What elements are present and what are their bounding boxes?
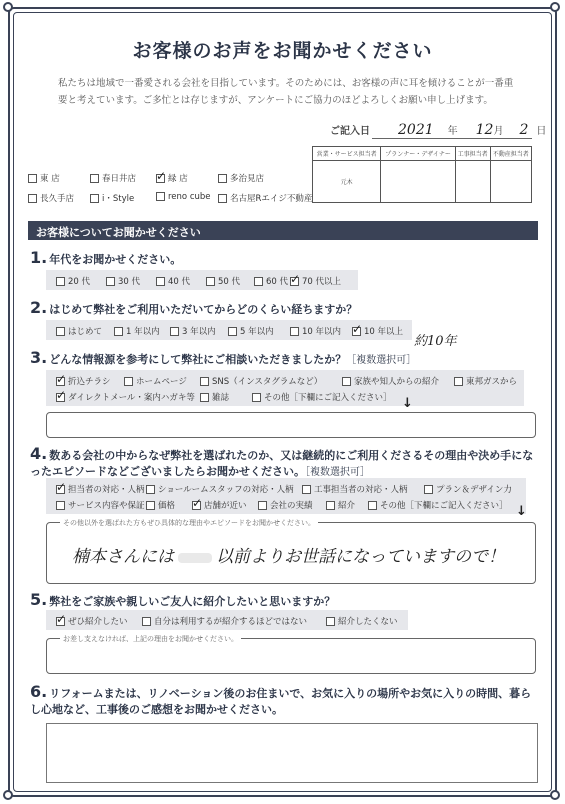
section-header: お客様についてお聞かせください — [28, 221, 538, 240]
q5-option[interactable]: 紹介したくない — [326, 615, 398, 627]
q2-options — [46, 320, 412, 340]
q1-option[interactable]: 60 代 — [254, 275, 288, 287]
q5-option[interactable]: 自分は利用するが紹介するほどではない — [142, 615, 307, 627]
q1-options — [46, 270, 358, 290]
staff-header: プランナー・デザイナー — [381, 147, 456, 161]
question-2: 2. はじめて弊社をご利用いただいてからどのくらい経ちますか？ — [30, 298, 358, 317]
q2-option[interactable]: 3 年以内 — [170, 325, 216, 337]
q4-comment-prompt: その他以外を選ばれた方もぜひ具体的な理由やエピソードをお聞かせください。 — [60, 518, 318, 528]
checkbox[interactable] — [28, 174, 37, 183]
q4-option[interactable]: その他［下欄にご記入ください］ — [368, 499, 508, 511]
date-year[interactable]: 2021 — [398, 122, 434, 138]
store-option[interactable]: 東 店 — [28, 172, 60, 184]
q5-option[interactable]: ✓ぜひ紹介したい — [56, 615, 128, 627]
q3-option[interactable]: 家族や知人からの紹介 — [342, 375, 439, 387]
staff-sales-name[interactable]: 元木 — [313, 161, 381, 203]
q3-options — [46, 370, 524, 406]
survey-title: お客様のお声をお聞かせください — [132, 40, 433, 62]
q6-comment-field[interactable] — [46, 723, 538, 783]
question-1: 1. 年代をお聞かせください。 — [30, 248, 182, 267]
q4-option[interactable]: 工事担当者の対応・人柄 — [302, 483, 408, 495]
q4-option[interactable]: ✓担当者の対応・人柄 — [56, 483, 145, 495]
q4-options — [46, 478, 526, 514]
redacted-name — [178, 553, 212, 563]
q4-option[interactable]: 紹介 — [326, 499, 355, 511]
date-month[interactable]: 12 — [475, 122, 494, 138]
question-6: 6. リフォームまたは、リノベーション後のお住まいで、お気に入りの場所やお気に入りの時間、暮らし心地など、工事後のご感想をお聞かせください。 — [30, 682, 532, 716]
question-5: 5. 弊社をご家族や親しいご友人に紹介したいと思いますか？ — [30, 590, 336, 609]
staff-table — [312, 146, 532, 203]
q2-option[interactable]: 5 年以内 — [228, 325, 274, 337]
checkbox-checked[interactable] — [156, 174, 165, 183]
q3-comment-field[interactable] — [46, 412, 536, 438]
q4-option[interactable]: プラン＆デザイン力 — [424, 483, 512, 495]
store-option[interactable]: 名古屋Rエイジ不動産 — [218, 192, 312, 204]
checkbox[interactable] — [156, 192, 165, 201]
staff-header: 営業・サービス担当者 — [313, 147, 381, 161]
q2-option[interactable]: はじめて — [56, 325, 102, 337]
frame-corner — [550, 790, 560, 800]
store-option[interactable]: reno cube — [156, 192, 211, 202]
staff-planner-name[interactable] — [381, 161, 456, 203]
date-day[interactable]: 2 — [519, 122, 529, 138]
q3-option[interactable]: 東邦ガスから — [454, 375, 517, 387]
q3-option[interactable]: 雑誌 — [200, 391, 229, 403]
checkbox[interactable] — [90, 194, 99, 203]
q4-option[interactable]: 会社の実績 — [258, 499, 313, 511]
q2-option[interactable]: 1 年以内 — [114, 325, 160, 337]
staff-header: 不動産担当者 — [490, 147, 531, 161]
q4-option[interactable]: ✓ 店舗が近い — [192, 499, 247, 511]
q2-option[interactable]: 10 年以内 — [290, 325, 341, 337]
store-option[interactable]: ✓ 緑 店 — [156, 172, 188, 184]
q2-handwritten-note: 約10年 — [414, 334, 457, 349]
checkbox[interactable] — [90, 174, 99, 183]
day-unit: 日 — [536, 126, 547, 137]
question-4: 4. 数ある会社の中からなぜ弊社を選ばれたのか、又は継続的にご利用くださるその理由や決め手になったエピソードなどございましたらお聞かせください。［複数選択可］ — [30, 444, 534, 478]
q3-option[interactable]: ホームページ — [124, 375, 187, 387]
store-option[interactable]: 多治見店 — [218, 172, 264, 184]
q5-options — [46, 610, 408, 630]
month-unit: 月 — [493, 126, 504, 137]
q5-comment-prompt: お差し支えなければ、上記の理由をお聞かせください。 — [60, 634, 241, 644]
q1-option[interactable]: 30 代 — [106, 275, 140, 287]
q1-option[interactable]: 50 代 — [206, 275, 240, 287]
frame-corner — [3, 2, 13, 12]
down-arrow-icon: ↓ — [516, 504, 527, 519]
q4-option[interactable]: ショールームスタッフの対応・人柄 — [146, 483, 294, 495]
staff-construction-name[interactable] — [455, 161, 490, 203]
date-label: ご記入日 — [330, 126, 370, 137]
frame-corner — [550, 2, 560, 12]
year-unit: 年 — [447, 126, 458, 137]
q1-option[interactable]: ✓ 70 代以上 — [290, 275, 341, 287]
q2-option[interactable]: ✓ 10 年以上 — [352, 325, 403, 337]
checkbox[interactable] — [218, 194, 227, 203]
down-arrow-icon: ↓ — [402, 396, 413, 411]
store-option[interactable]: i・Style — [90, 192, 134, 204]
intro-text: 私たちは地域で一番愛される会社を目指しています。そのためには、お客様の声に耳を傾けることが一番重要と考えています。ご多忙とは存じますが、アンケートにご協力のほどよろしくお願い申し上げます。 — [58, 78, 514, 106]
q3-option[interactable]: ✓ダイレクトメール・案内ハガキ等 — [56, 391, 195, 403]
q3-option[interactable]: その他［下欄にご記入ください］ — [252, 391, 392, 403]
frame-corner — [3, 790, 13, 800]
q4-option[interactable]: 価格 — [146, 499, 175, 511]
store-option[interactable]: 長久手店 — [28, 192, 74, 204]
question-3: 3. どんな情報源を参考にして弊社にご相談いただきましたか？［複数選択可］ — [30, 348, 417, 367]
q3-option[interactable]: ✓折込チラシ — [56, 375, 111, 387]
q4-option[interactable]: サービス内容や保証 — [56, 499, 145, 511]
store-option[interactable]: 春日井店 — [90, 172, 136, 184]
checkbox[interactable] — [218, 174, 227, 183]
date-underline — [372, 138, 532, 139]
q1-option[interactable]: 20 代 — [56, 275, 90, 287]
staff-realestate-name[interactable] — [490, 161, 531, 203]
q3-option[interactable]: SNS（インスタグラムなど） — [200, 375, 322, 387]
q1-option[interactable]: 40 代 — [156, 275, 190, 287]
date-row — [330, 122, 546, 138]
staff-header: 工事担当者 — [455, 147, 490, 161]
checkbox[interactable] — [28, 194, 37, 203]
q4-handwritten-comment: 楠本さんには 以前よりお世話になっていますので！ — [72, 547, 505, 567]
